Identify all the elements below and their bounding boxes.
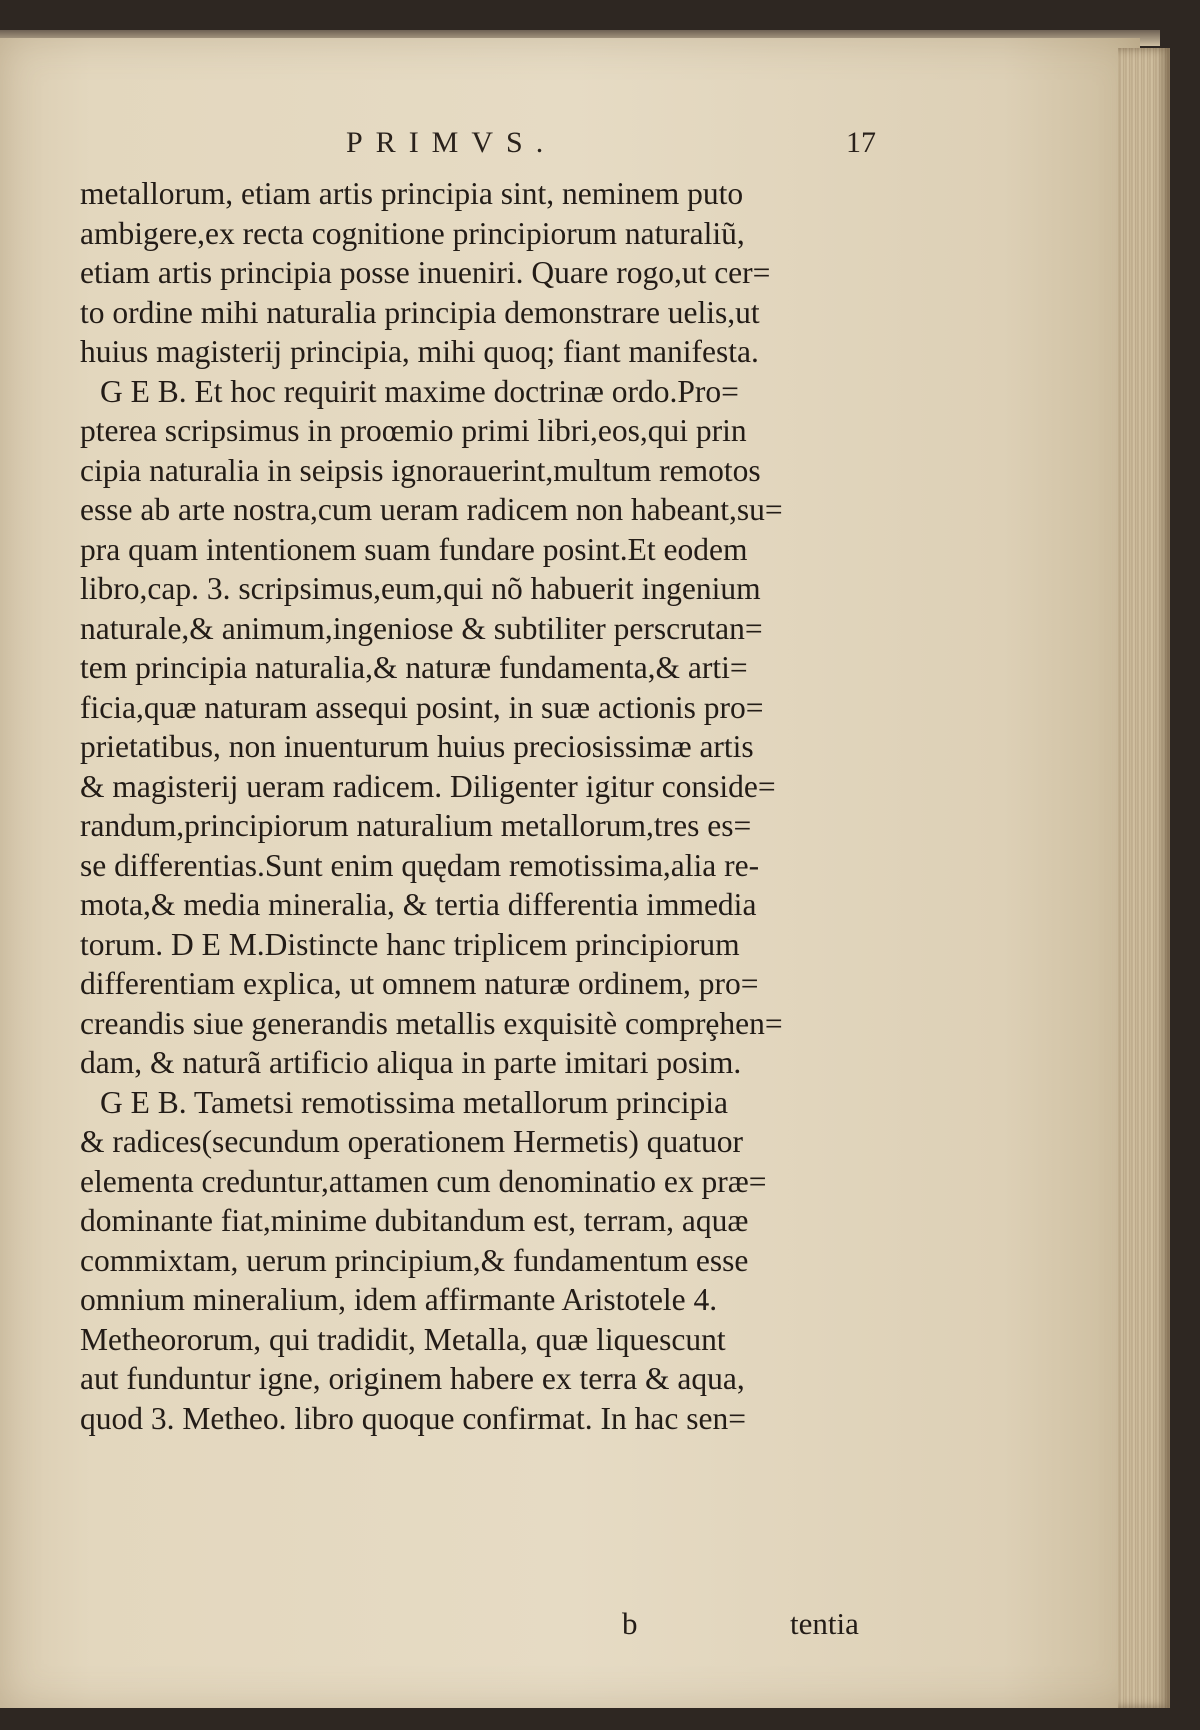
page-edges [1118, 48, 1170, 1708]
text-line: dam, & naturã artificio aliqua in parte imitari posim. [80, 1045, 742, 1080]
text-line: pra quam intentionem suam fundare posint.Et eodem [80, 531, 748, 567]
text-line: aut funduntur igne, originem habere ex terra & aqua, [80, 1361, 745, 1396]
text-line: creandis siue generandis metallis exquisitè comprȩhen= [80, 1005, 783, 1041]
text-line: differentiam explica, ut omnem naturæ ordinem, pro= [80, 966, 759, 1001]
text-line: esse ab arte nostra,cum ueram radicem non habeant,su= [80, 492, 783, 527]
text-line: G E B. Tametsi remotissima metallorum principia [100, 1084, 728, 1120]
text-line: prietatibus, non inuenturum huius preciosissimæ artis [80, 729, 754, 764]
text-line: tem principia naturalia,& naturæ fundamenta,& arti= [80, 650, 748, 685]
signature-mark: b [622, 1606, 638, 1641]
text-line: metallorum, etiam artis principia sint, neminem puto [80, 176, 744, 211]
text-line: & radices(secundum operationem Hermetis) quatuor [80, 1124, 744, 1159]
text-line: dominante fiat,minime dubitandum est, terram, aquæ [80, 1203, 749, 1238]
text-line: huius magisterij principia, mihi quoq; fiant manifesta. [80, 334, 759, 369]
text-line: commixtam, uerum principium,& fundamentum esse [80, 1242, 749, 1278]
text-line: Metheororum, qui tradidit, Metalla, quæ liquescunt [80, 1321, 726, 1357]
text-line: etiam artis principia posse inueniri. Quare rogo,ut cer= [80, 255, 771, 290]
text-line: to ordine mihi naturalia principia demonstrare uelis,ut [80, 294, 760, 330]
text-line: omnium mineralium, idem affirmante Aristotele 4. [80, 1282, 718, 1317]
text-line: mota,& media mineralia, & tertia differentia immedia [80, 887, 757, 922]
text-line: libro,cap. 3. scripsimus,eum,qui nõ habuerit ingenium [80, 571, 761, 606]
text-line: ambigere,ex recta cognitione principiorum naturaliũ, [80, 215, 745, 251]
text-line: & magisterij ueram radicem. Diligenter igitur conside= [80, 768, 776, 804]
text-line: elementa creduntur,attamen cum denominatio ex præ= [80, 1163, 767, 1199]
page-footer [0, 1606, 1140, 1646]
running-head [0, 126, 1140, 166]
body-text [80, 174, 854, 1438]
running-head-title: PRIMVS. [346, 126, 557, 159]
text-line: G E B. Et hoc requirit maxime doctrinæ ordo.Pro= [100, 373, 739, 409]
text-line: cipia naturalia in seipsis ignorauerint,multum remotos [80, 452, 761, 488]
catchword: tentia [790, 1606, 859, 1641]
text-line: naturale,& animum,ingeniose & subtiliter perscrutan= [80, 610, 763, 646]
text-line: pterea scripsimus in proœmio primi libri,eos,qui prin [80, 413, 747, 448]
text-line: randum,principiorum naturalium metallorum,tres es= [80, 808, 752, 843]
text-line: quod 3. Metheo. libro quoque confirmat. In hac sen= [80, 1400, 746, 1436]
text-line: ficia,quæ naturam assequi posint, in suæ actionis pro= [80, 689, 764, 725]
text-line: se differentias.Sunt enim quędam remotissima,alia re- [80, 847, 760, 883]
text-line: torum. D E M.Distincte hanc triplicem principiorum [80, 926, 740, 962]
page-number: 17 [846, 126, 876, 159]
